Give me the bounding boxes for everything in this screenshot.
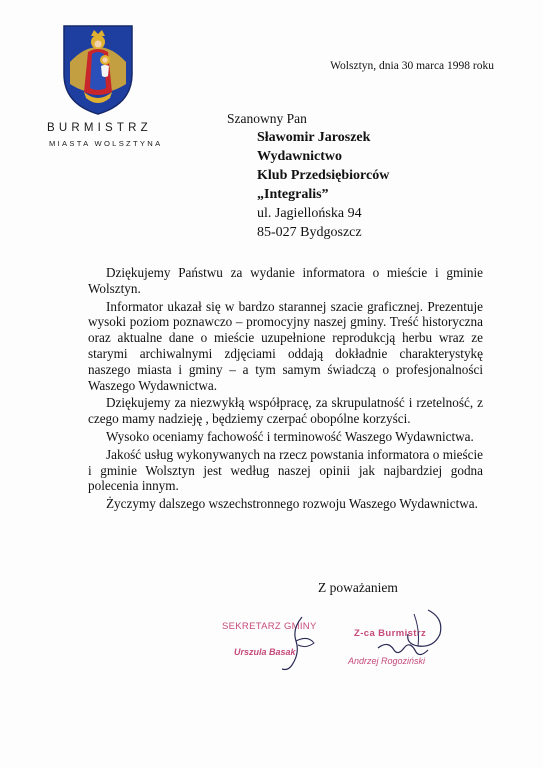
deputy-mayor-signature-icon [358,604,450,674]
recipient-name: Sławomir Jaroszek [257,130,371,145]
body-paragraph: Wysoko oceniamy fachowość i terminowość Waszego Wydawnictwa. [106,428,474,444]
recipient-company: Wydawnictwo [257,149,343,164]
body-paragraph: Dziękujemy za niezwykłą współpracę, za skrupulatność i rzetelność, z czego mamy nadzieję , będziemy czerpać obopólne korzyści. [88,395,483,427]
recipient-company-line3: „Integralis” [257,187,329,202]
recipient-street: ul. Jagiellońska 94 [257,206,362,221]
recipient-company-line2: Klub Przedsiębiorców [257,168,390,183]
letter-body [88,265,483,514]
letterhead-subtitle: MIASTA WOLSZTYNA [49,139,163,148]
stamp-secretary [222,615,342,675]
secretary-signature-icon [262,615,332,673]
body-paragraph: Dziękujemy Państwu za wydanie informatora o mieście i gminie Wolsztyn. [88,265,483,296]
closing: Z poważaniem [318,580,398,595]
stamp-secretary-title: SEKRETARZ GMINY [222,621,317,632]
recipient-address [257,128,517,242]
letterhead-title: BURMISTRZ [47,122,152,134]
recipient-city: 85-027 Bydgoszcz [257,225,362,240]
stamp-deputy-mayor [348,618,448,678]
stamp-secretary-name: Urszula Basak [234,647,296,657]
coat-of-arms-icon [60,22,136,116]
body-paragraph: Informator ukazał się w bardzo starannej szacie graficznej. Prezentuje wysoki poziom poznawczo – promocyjny naszej gminy. Treść historyczna oraz aktualne dane o mieście uzupełnione reprodukcją herbu wraz ze starymi archiwalnymi zdjęciami oddają dokładnie charakterystykę naszego miasta i gminy – a tym samym świadczą o profesjonalności Waszego Wydawnictwa. [88,298,483,393]
stamp-deputy-mayor-title: Z-ca Burmistrz [354,628,427,639]
recipient-salutation: Szanowny Pan [227,111,307,126]
stamp-deputy-mayor-name: Andrzej Rogoziński [348,656,426,666]
body-paragraph: Życzymy dalszego wszechstronnego rozwoju Waszego Wydawnictwa. [106,496,478,512]
body-paragraph: Jakość usług wykonywanych na rzecz powstania informatora o mieście i gminie Wolsztyn jest według naszej opinii jak najbardziej godna polecenia innym. [88,446,483,494]
place-date: Wolsztyn, dnia 30 marca 1998 roku [330,60,494,72]
